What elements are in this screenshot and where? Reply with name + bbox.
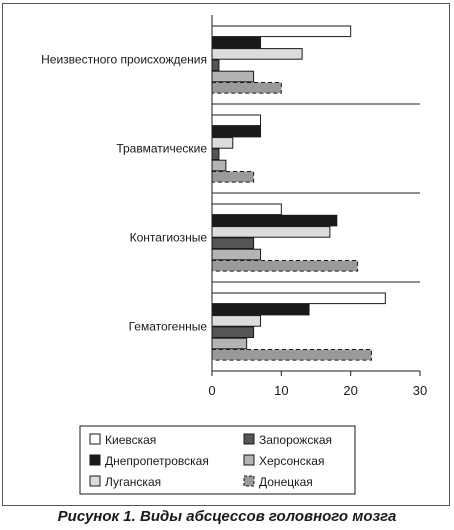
bar xyxy=(212,293,385,304)
legend-label: Запорожская xyxy=(259,433,333,447)
bar xyxy=(212,215,337,226)
legend-label: Донецкая xyxy=(259,475,313,489)
legend-label: Киевская xyxy=(105,433,157,447)
x-tick-label: 0 xyxy=(208,383,216,398)
bar xyxy=(212,26,351,37)
category-label: Травматические xyxy=(116,141,207,156)
bar xyxy=(212,304,309,315)
legend-swatch xyxy=(90,455,100,465)
bar xyxy=(212,149,219,160)
x-tick-label: 20 xyxy=(343,383,358,398)
bar xyxy=(212,249,261,260)
bar xyxy=(212,60,219,71)
legend-swatch xyxy=(244,476,254,486)
legend-swatch xyxy=(90,434,100,444)
category-label: Контагиозные xyxy=(129,230,207,245)
bar xyxy=(212,227,330,238)
bar xyxy=(212,327,254,338)
legend-swatch xyxy=(90,476,100,486)
legend-label: Херсонская xyxy=(259,454,325,468)
legend-label: Днепропетровская xyxy=(105,454,209,468)
bar xyxy=(212,126,261,137)
bar xyxy=(212,160,226,171)
x-tick-label: 10 xyxy=(274,383,289,398)
legend-swatch xyxy=(244,455,254,465)
legend-label: Луганская xyxy=(105,475,162,489)
bar xyxy=(212,261,358,272)
bar xyxy=(212,49,302,60)
figure-caption: Рисунок 1. Виды абсцессов головного мозга xyxy=(57,508,397,525)
bar xyxy=(212,350,371,361)
bar xyxy=(212,138,233,149)
bar xyxy=(212,172,254,183)
bar xyxy=(212,115,261,126)
category-label: Гематогенные xyxy=(128,319,207,334)
x-tick-label: 30 xyxy=(412,383,428,398)
bar xyxy=(212,316,261,327)
legend-swatch xyxy=(244,434,254,444)
bar xyxy=(212,238,254,249)
bar xyxy=(212,37,261,48)
bar xyxy=(212,71,254,82)
bar xyxy=(212,83,281,94)
bar xyxy=(212,204,281,215)
bar xyxy=(212,338,247,349)
category-label: Неизвестного происхождения xyxy=(41,52,207,67)
